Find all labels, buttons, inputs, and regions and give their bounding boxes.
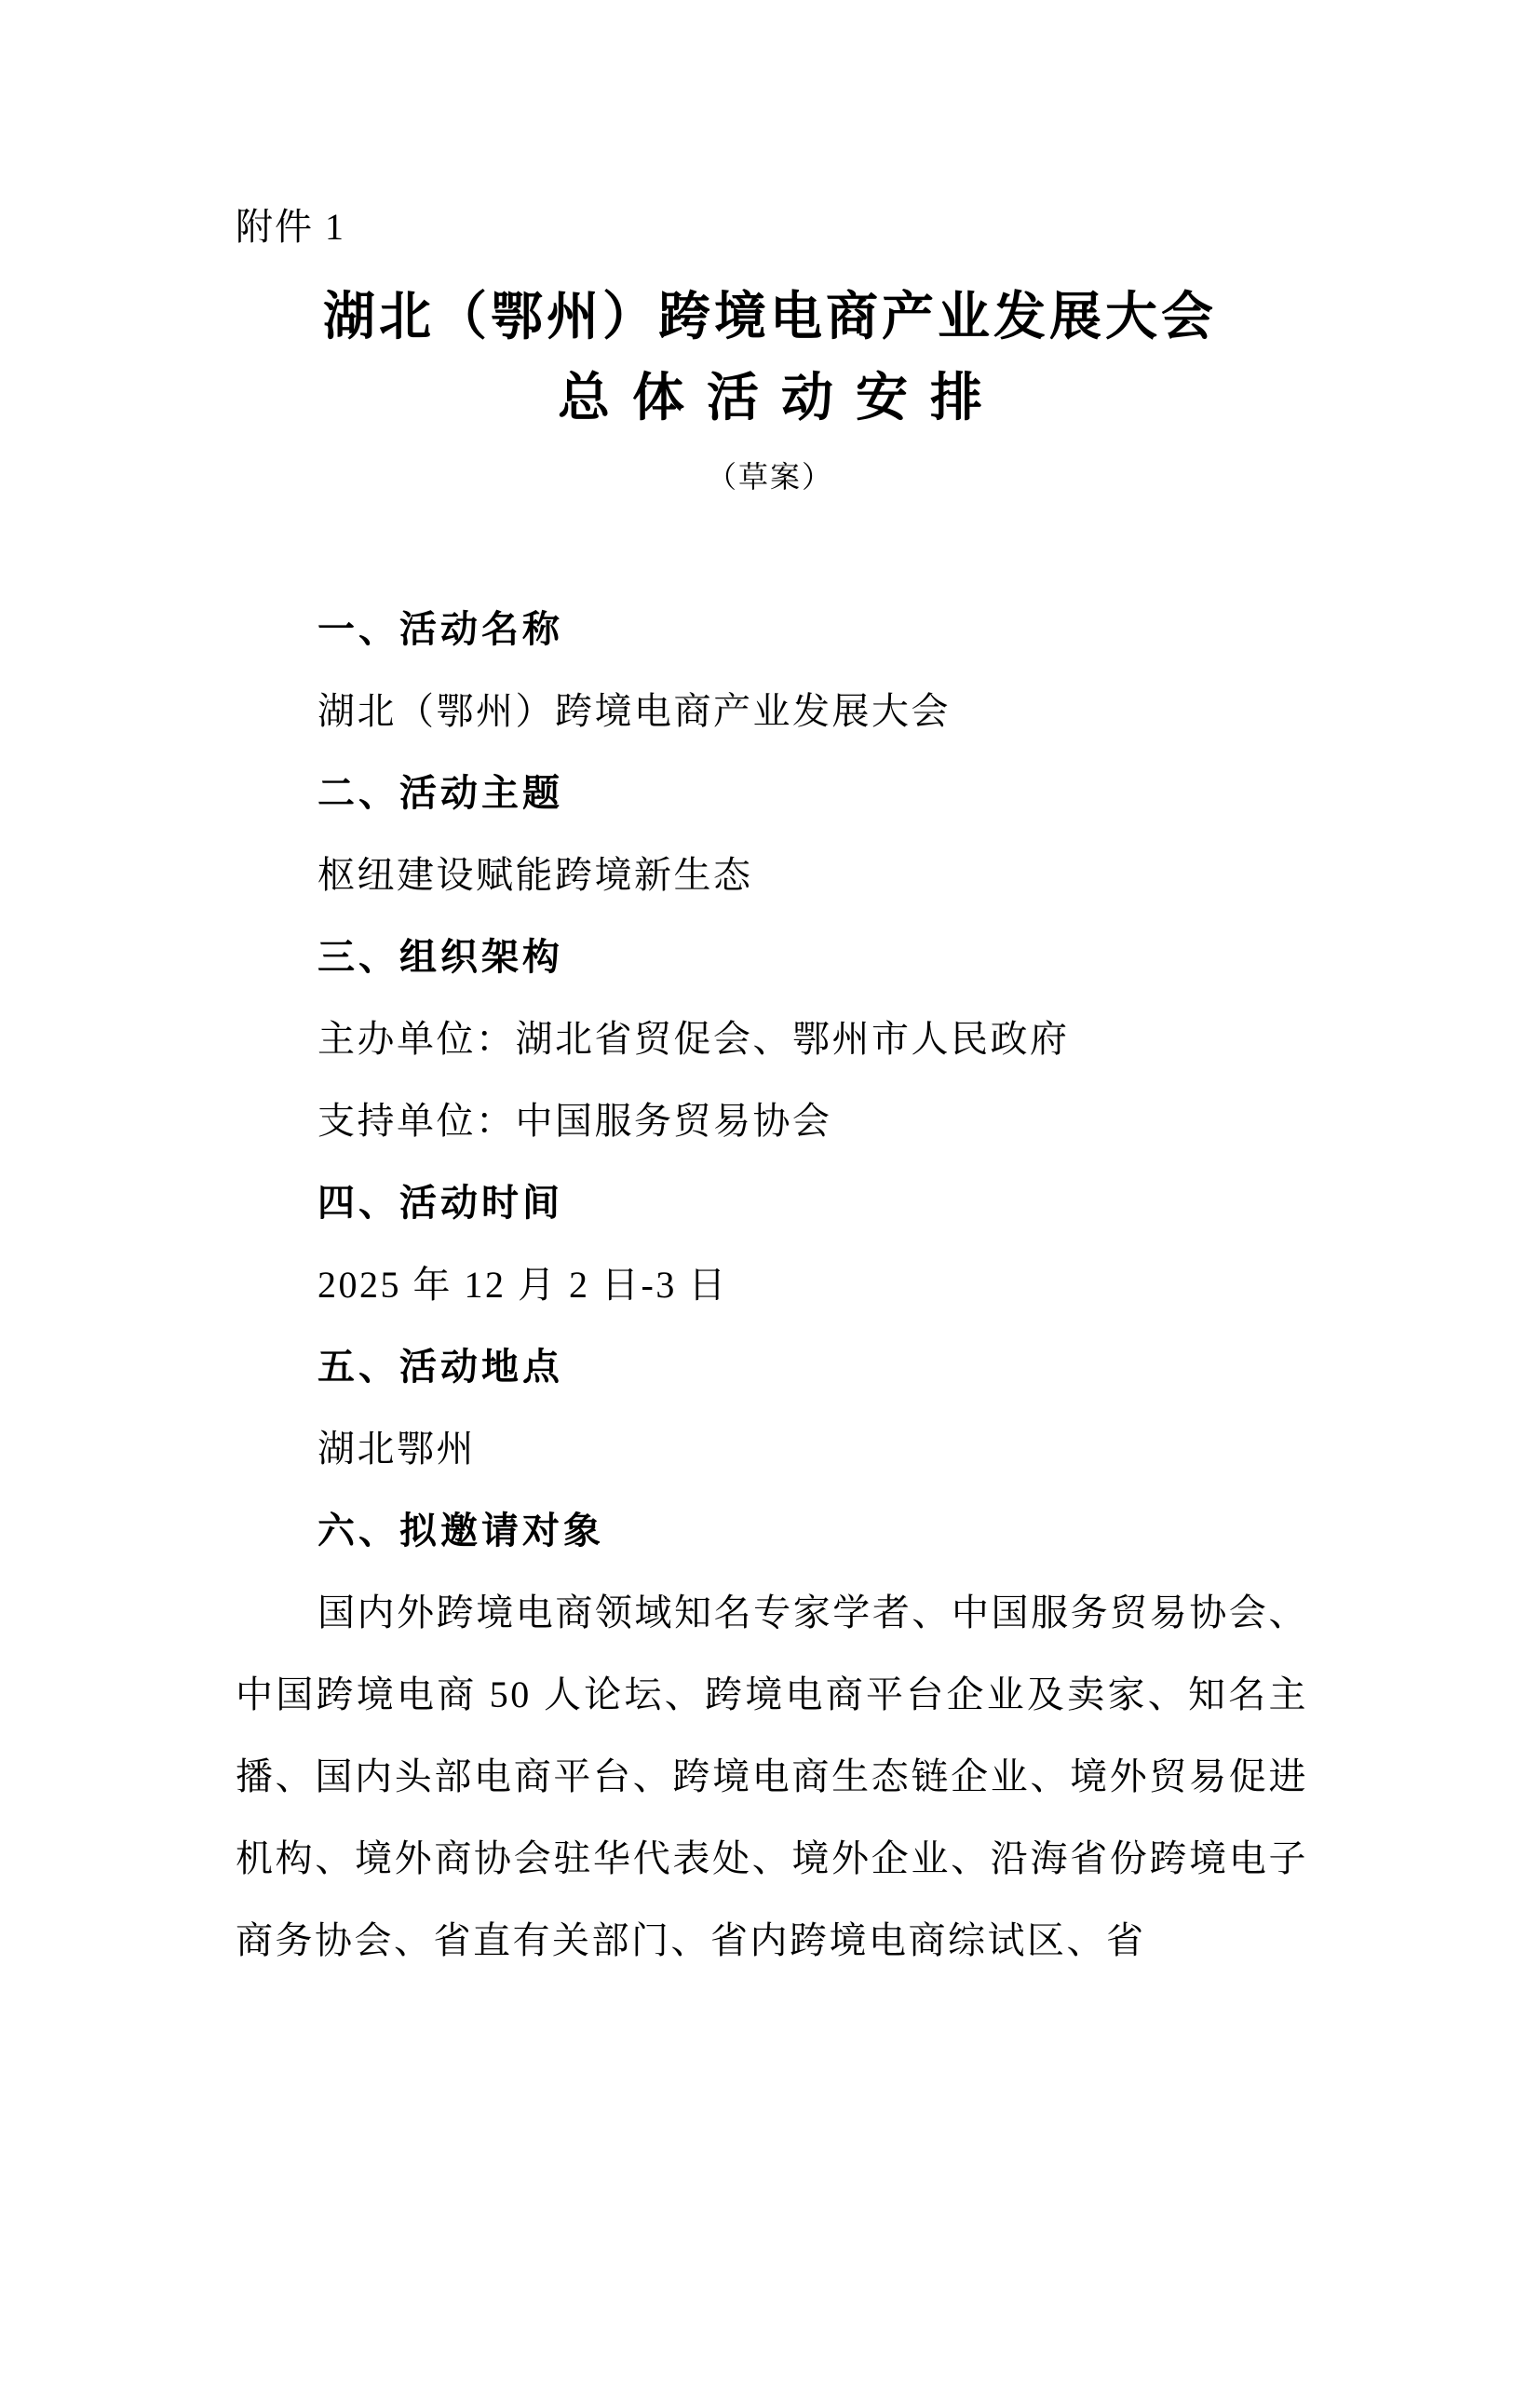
section-heading: 三、组织架构: [317, 937, 563, 978]
attachment-label: 附件 1: [236, 206, 345, 248]
section-paragraph: 湖北（鄂州）跨境电商产业发展大会: [317, 690, 951, 732]
document-sections: [236, 589, 1308, 1982]
section-paragraph: 湖北鄂州: [317, 1428, 476, 1470]
section-heading: 四、活动时间: [317, 1183, 563, 1224]
document-page: [0, 207, 1540, 2385]
section-heading: 五、活动地点: [317, 1347, 563, 1388]
section-paragraph: 2025 年 12 月 2 日-3 日: [317, 1264, 728, 1306]
section-paragraph: 主办单位：湖北省贸促会、鄂州市人民政府: [317, 1018, 1070, 1060]
section-heading: 二、活动主题: [317, 773, 563, 814]
section-heading: 一、活动名称: [317, 609, 563, 650]
document-title-line1: 湖北（鄂州）跨境电商产业发展大会: [323, 289, 1217, 346]
section-paragraph: 支持单位：中国服务贸易协会: [317, 1100, 832, 1142]
section-paragraph: 枢纽建设赋能跨境新生态: [317, 854, 753, 896]
section-heading: 六、拟邀请对象: [317, 1511, 604, 1552]
section-paragraph: 国内外跨境电商领域知名专家学者、中国服务贸易协会、中国跨境电商 50 人论坛、跨境电商平台企业及卖家、知名主播、国内头部电商平台、跨境电商生态链企业、境外贸易促进机构、境外商协会驻华代表处、境外企业、沿海省份跨境电子商务协会、省直有关部门、省内跨境电商综试区、省: [236, 1592, 1308, 1961]
document-title-line2: 总体活动安排: [558, 370, 1005, 427]
draft-note: （草案）: [706, 460, 833, 494]
